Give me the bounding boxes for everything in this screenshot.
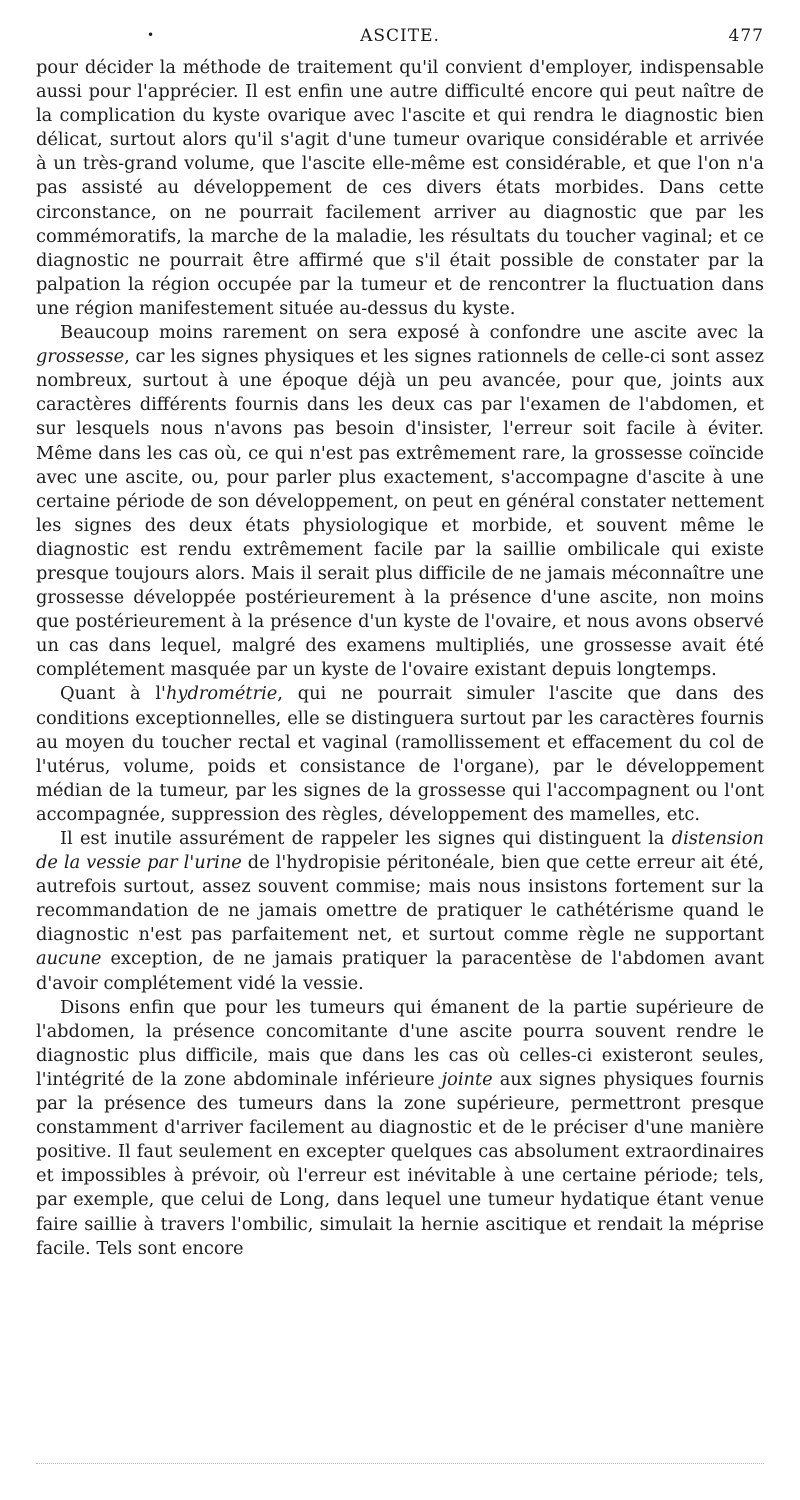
text-run: , car les signes physiques et les signes rationnels de celle-ci sont assez nombreux, surtout à une époque déjà un peu avancée, pour que, joints aux caractères différents fournis dans les deux cas par l'examen de l'abdomen, et sur lesquels nous n'avons pas besoin d'insister, l'erreur soit facile à éviter. Même dans les cas où, ce qui n'est pas extrêmement rare, la grossesse coïncide avec une ascite, ou, pour parler plus exactement, s'accompagne d'ascite à une certaine période de son développement, on peut en général constater nettement les signes des deux états physiologique et morbide, et souvent même le diagnostic est rendu extrêmement facile par la saillie ombilicale qui existe presque toujours alors. Mais il serait plus difficile de ne jamais méconnaître une grossesse développée postérieurement à la présence d'une ascite, non moins que postérieurement à la présence d'un kyste de l'ovaire, et nous avons observé un cas dans lequel, malgré des examens multipliés, une grossesse avait été complétement masquée par un kyste de l'ovaire existant depuis longtemps.: [36, 346, 764, 681]
body-text: [36, 56, 764, 1261]
paragraph: [36, 321, 764, 682]
header-dot: •: [147, 28, 156, 42]
text-run: pour décider la méthode de traitement qu'il convient d'employer, indispensable aussi pour l'apprécier. Il est enfin une autre difficulté encore qui peut naître de la complication du kyste ovarique avec l'ascite et qui rendra le diagnostic bien délicat, surtout alors qu'il s'agit d'une tumeur ovarique considérable et arrivée à un très-grand volume, que l'ascite elle-même est considérable, et que l'on n'a pas assisté au développement de ces divers états morbides. Dans cette circonstance, on ne pourrait facilement arriver au diagnostic que par les commémoratifs, la marche de la maladie, les résultats du toucher vaginal; et ce diagnostic ne pourrait être affirmé que s'il était possible de constater par la palpation la région occupée par la tumeur et de rencontrer la fluctuation dans une région manifestement située au-dessus du kyste.: [36, 57, 764, 319]
text-run: Il est inutile assurément de rappeler les signes qui distinguent la: [60, 828, 672, 849]
italic-term: jointe: [441, 1068, 493, 1090]
text-run: de l'hydropisie péritonéale, bien que cette erreur ait été, autrefois surtout, assez souvent commise; mais nous insistons fortement sur la recommandation de ne jamais omettre de pratiquer le cathétérisme quand le diagnostic n'est pas parfaitement net, et surtout comme règle ne supportant: [36, 852, 764, 946]
italic-term: aucune: [36, 948, 102, 970]
paragraph: [36, 827, 764, 996]
page: [36, 26, 764, 1261]
page-number: 477: [728, 26, 764, 46]
bottom-rule: [36, 1463, 764, 1464]
paragraph: [36, 682, 764, 827]
italic-term: hydrométrie: [165, 683, 278, 705]
italic-term: grossesse: [36, 346, 125, 368]
paragraph: [36, 56, 764, 321]
text-run: , qui ne pourrait simuler l'ascite que dans des conditions exceptionnelles, elle se distinguera surtout par les caractères fournis au moyen du toucher rectal et vaginal (ramollissement et effacement du col de l'utérus, volume, poids et consistance de l'organe), par le développement médian de la tumeur, par les signes de la grossesse qui l'accompagnent ou l'ont accompagnée, suppression des règles, développement des mamelles, etc.: [36, 683, 764, 825]
text-run: exception, de ne jamais pratiquer la paracentèse de l'abdomen avant d'avoir complétement vidé la vessie.: [36, 948, 764, 994]
text-run: Disons enfin que pour les tumeurs qui émanent de la partie supérieure de l'abdomen, la présence concomitante d'une ascite pourra souvent rendre le diagnostic plus difficile, mais que dans les cas où celles-ci existeront seules, l'intégrité de la zone abdominale inférieure: [36, 996, 764, 1090]
running-title: ASCITE.: [360, 26, 440, 46]
running-head: [36, 26, 764, 56]
text-run: Beaucoup moins rarement on sera exposé à confondre une ascite avec la: [60, 322, 764, 344]
paragraph: [36, 996, 764, 1261]
text-run: Quant à l': [60, 683, 166, 705]
text-run: aux signes physiques fournis par la présence des tumeurs dans la zone supérieure, permettront presque constamment d'arriver facilement au diagnostic et de le préciser d'une manière positive. Il faut seulement en excepter quelques cas absolument extraordinaires et impossibles à prévoir, où l'erreur est inévitable à une certaine période; tels, par exemple, que celui de Long, dans lequel une tumeur hydatique étant venue faire saillie à travers l'ombilic, simulait la hernie ascitique et rendait la méprise facile. Tels sont encore: [36, 1068, 764, 1259]
italic-term: distension de la vessie par l'urine: [36, 828, 764, 874]
